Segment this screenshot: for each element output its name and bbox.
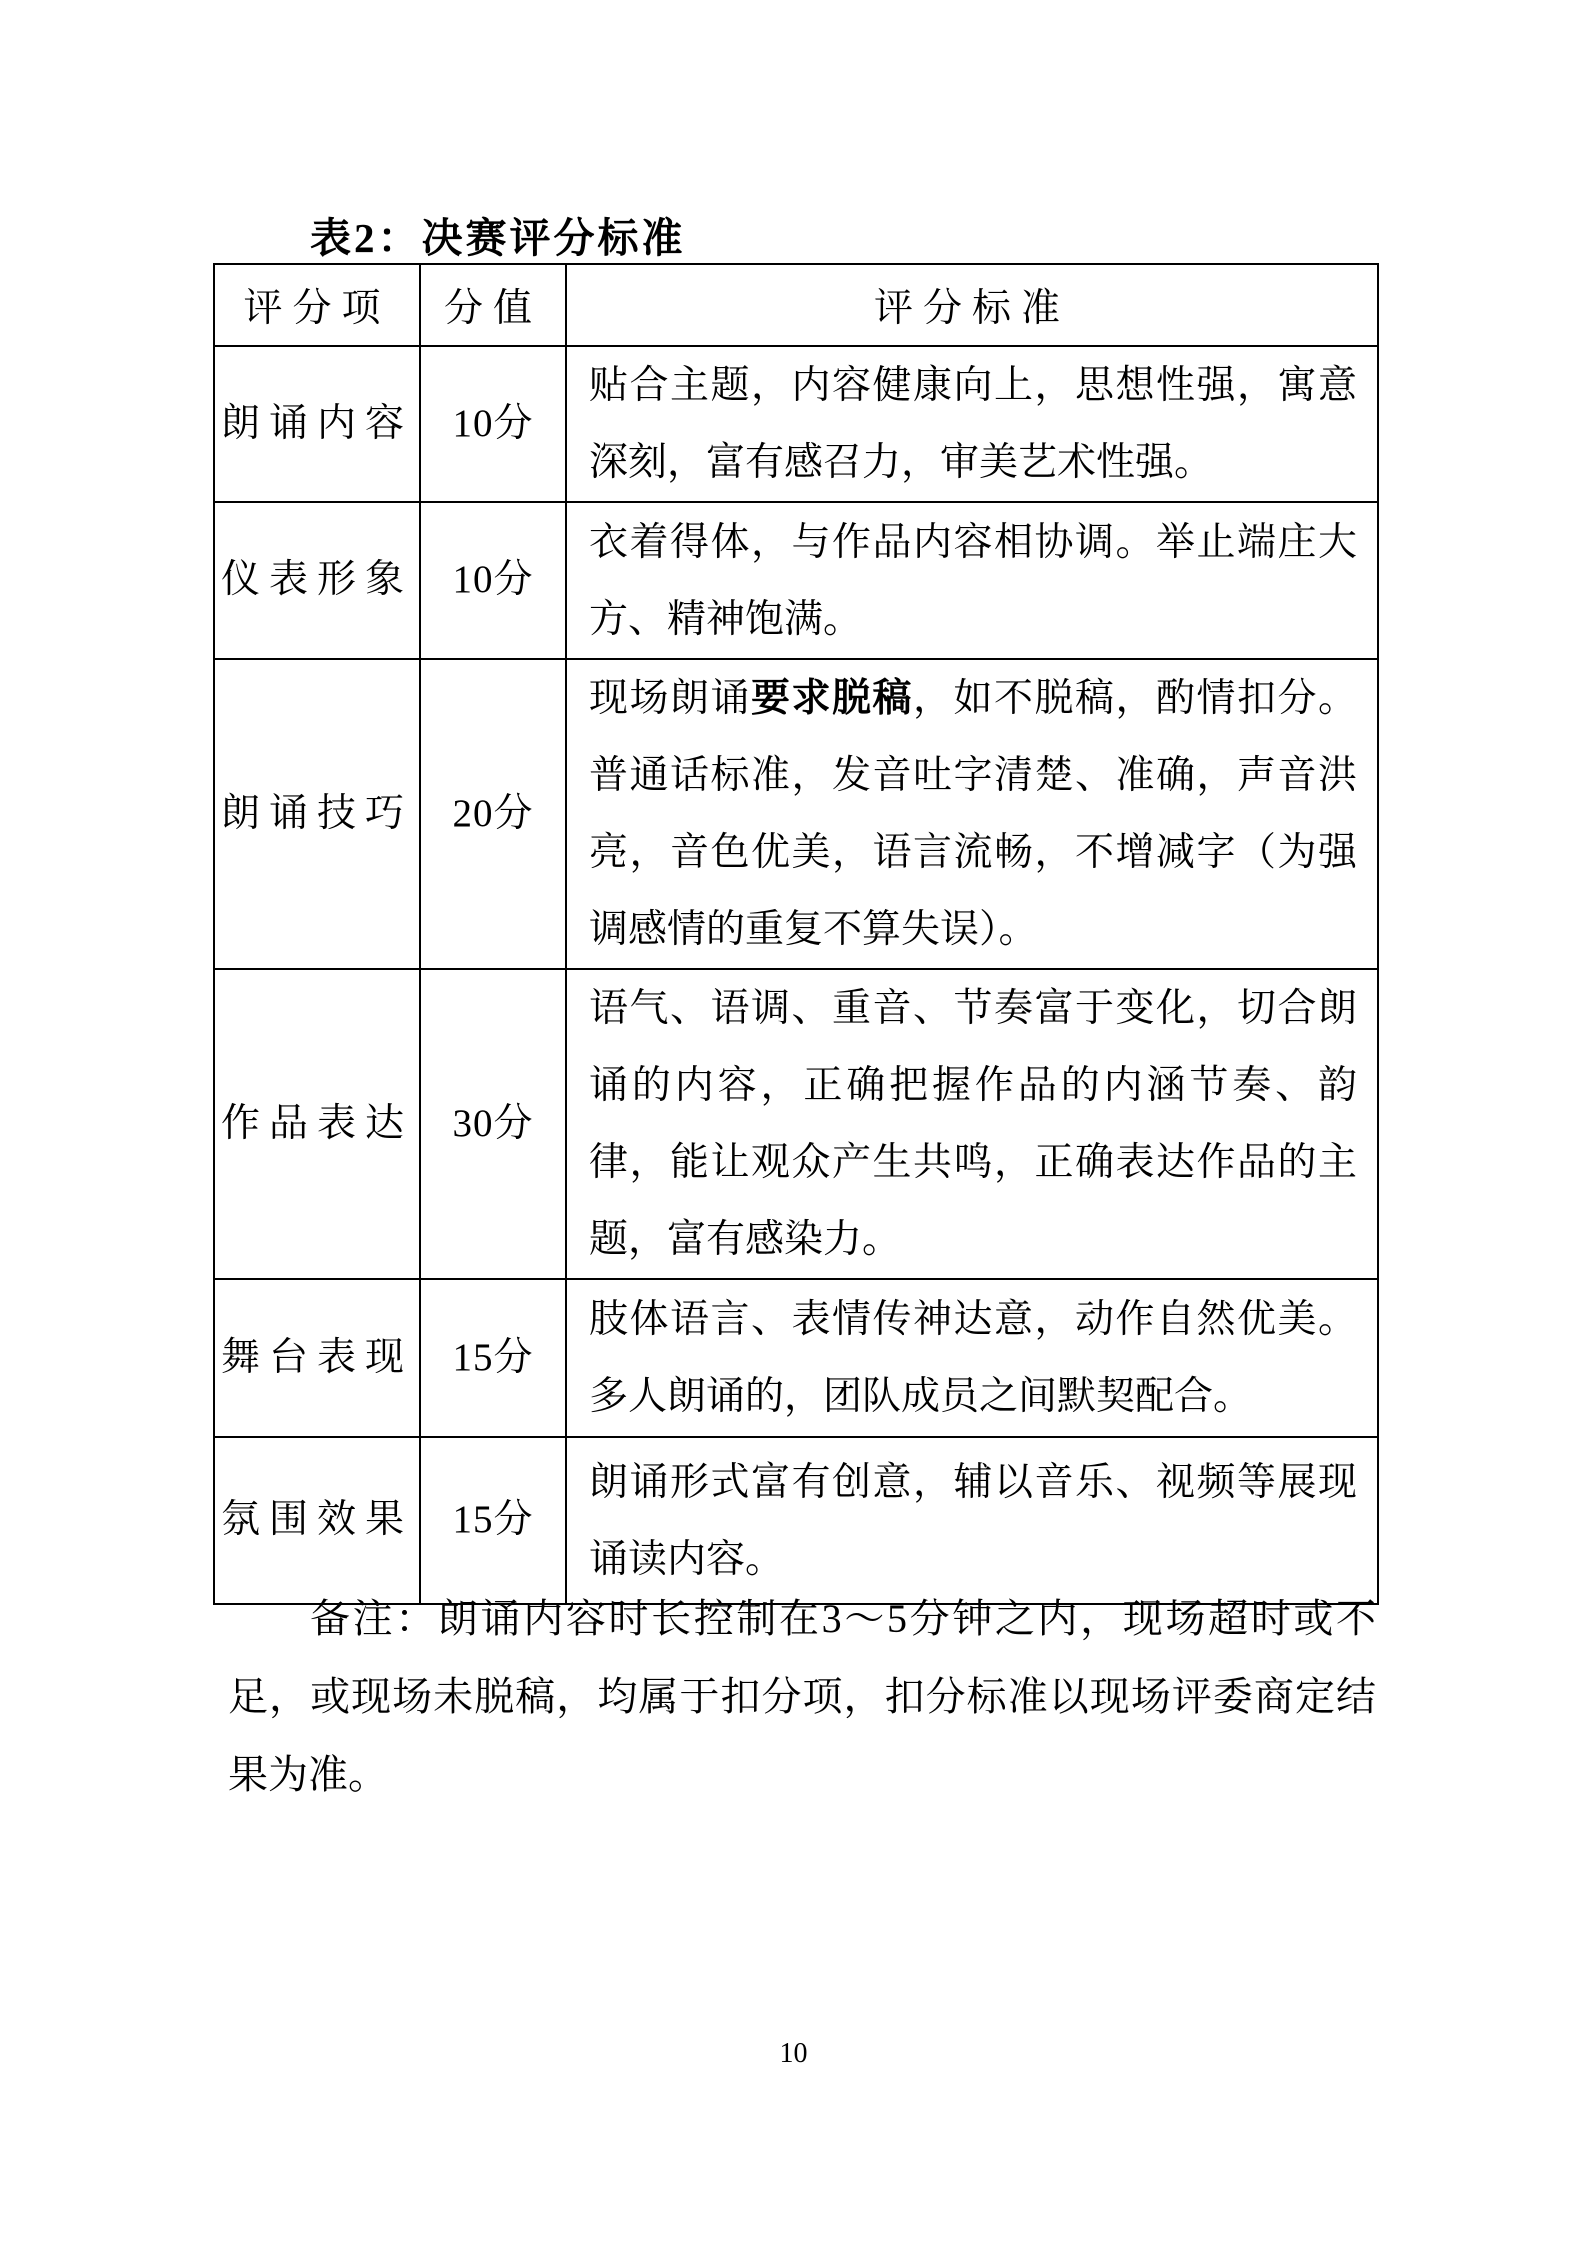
item-cell: 朗诵技巧 bbox=[214, 659, 420, 969]
score-cell: 15分 bbox=[420, 1279, 566, 1437]
table-header-row bbox=[214, 264, 1378, 346]
table-row bbox=[214, 502, 1378, 659]
criteria-cell: 贴合主题，内容健康向上，思想性强，寓意深刻，富有感召力，审美艺术性强。 bbox=[566, 346, 1378, 502]
table-caption: 表2：决赛评分标准 bbox=[310, 215, 686, 261]
table-row bbox=[214, 346, 1378, 502]
table-row bbox=[214, 1279, 1378, 1437]
table-row bbox=[214, 969, 1378, 1279]
criteria-cell: 衣着得体，与作品内容相协调。举止端庄大方、精神饱满。 bbox=[566, 502, 1378, 659]
item-cell: 氛围效果 bbox=[214, 1437, 420, 1604]
table-row bbox=[214, 1437, 1378, 1604]
scoring-criteria-table bbox=[213, 263, 1379, 1605]
page-number: 10 bbox=[779, 2038, 808, 2069]
item-cell: 仪表形象 bbox=[214, 502, 420, 659]
remark-paragraph: 备注：朗诵内容时长控制在3～5分钟之内，现场超时或不足，或现场未脱稿，均属于扣分项，扣分标准以现场评委商定结果为准。 bbox=[228, 1596, 1376, 1797]
criteria-cell: 朗诵形式富有创意，辅以音乐、视频等展现诵读内容。 bbox=[566, 1437, 1378, 1604]
item-cell: 朗诵内容 bbox=[214, 346, 420, 502]
score-cell: 10分 bbox=[420, 502, 566, 659]
criteria-text-suffix: ，如不脱稿，酌情扣分。普通话标准，发音吐字清楚、准确，声音洪亮，音色优美，语言流畅，不增减字（为强调感情的重复不算失误）。 bbox=[589, 677, 1357, 951]
criteria-cell: 语气、语调、重音、节奏富于变化，切合朗诵的内容，正确把握作品的内涵节奏、韵律，能让观众产生共鸣，正确表达作品的主题，富有感染力。 bbox=[566, 969, 1378, 1279]
item-cell: 舞台表现 bbox=[214, 1279, 420, 1437]
header-score: 分值 bbox=[420, 264, 566, 346]
header-criteria: 评分标准 bbox=[566, 264, 1378, 346]
header-item: 评分项 bbox=[214, 264, 420, 346]
item-cell: 作品表达 bbox=[214, 969, 420, 1279]
criteria-cell bbox=[566, 659, 1378, 969]
score-cell: 20分 bbox=[420, 659, 566, 969]
score-cell: 30分 bbox=[420, 969, 566, 1279]
score-cell: 10分 bbox=[420, 346, 566, 502]
criteria-text-prefix: 现场朗诵 bbox=[589, 677, 751, 720]
criteria-text-bold: 要求脱稿 bbox=[751, 677, 913, 720]
table-row bbox=[214, 659, 1378, 969]
score-cell: 15分 bbox=[420, 1437, 566, 1604]
criteria-cell: 肢体语言、表情传神达意，动作自然优美。多人朗诵的，团队成员之间默契配合。 bbox=[566, 1279, 1378, 1437]
